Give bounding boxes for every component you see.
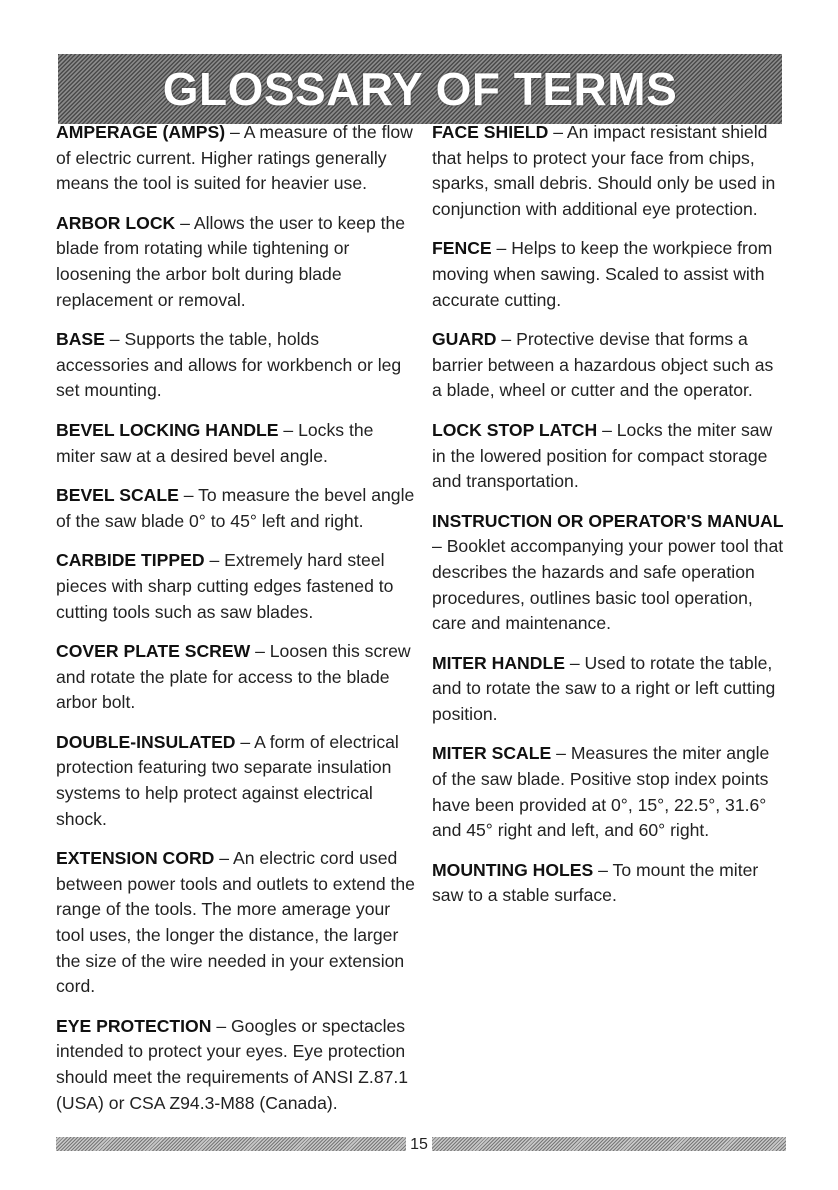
- glossary-definition: Locks the miter saw in the lowered position for compact storage and transportation.: [432, 419, 773, 492]
- glossary-term: EXTENSION CORD: [56, 848, 215, 869]
- glossary-definition: A form of electrical protection featuring two separate insulation systems to help protect against electrical shock.: [56, 731, 399, 829]
- glossary-entry: ARBOR LOCK – Allows the user to keep the blade from rotating while tightening or loosening the arbor bolt during blade replacement or removal.: [56, 212, 406, 310]
- page-title: GLOSSARY OF TERMS: [162, 63, 678, 115]
- page-number: 15: [410, 1136, 428, 1153]
- glossary-entry: GUARD – Protective devise that forms a barrier between a hazardous object such as a blade, wheel or cutter and the operator.: [432, 329, 774, 401]
- glossary-term: BASE: [56, 329, 105, 350]
- glossary-definition: Googles or spectacles intended to protect your eyes. Eye protection should meet the requirements of ANSI Z.87.1 (USA) or CSA Z94.3-M88 (Canada).: [56, 1015, 409, 1113]
- glossary-definition: Helps to keep the workpiece from moving when sawing. Scaled to assist with accurate cutting.: [432, 238, 773, 310]
- glossary-definition: Measures the miter angle of the saw blade. Positive stop index points have been provided at 0°, 15°, 22.5°, 31.6° and 45° right and left, and 60° right.: [432, 743, 770, 841]
- glossary-term: DOUBLE-INSULATED: [56, 731, 236, 752]
- glossary-term: AMPERAGE (AMPS): [56, 122, 226, 142]
- footer-decorative-bar-left: [56, 1137, 406, 1151]
- glossary-entry: DOUBLE-INSULATED – A form of electrical protection featuring two separate insulation systems to help protect against electrical shock.: [56, 731, 399, 829]
- glossary-definition: An impact resistant shield that helps to protect your face from chips, sparks, small debris. Should only be used in conjunction with additional eye protection.: [432, 122, 776, 219]
- glossary-entry: MOUNTING HOLES – To mount the miter saw to a stable surface.: [432, 859, 759, 906]
- glossary-term: GUARD: [432, 329, 497, 350]
- glossary-entry: LOCK STOP LATCH – Locks the miter saw in the lowered position for compact storage and transportation.: [432, 419, 773, 492]
- title-banner: [58, 54, 782, 124]
- glossary-entry: BASE – Supports the table, holds accessories and allows for workbench or leg set mounting.: [56, 329, 402, 401]
- glossary-term: CARBIDE TIPPED: [56, 550, 205, 571]
- glossary-term: MITER HANDLE: [432, 652, 565, 673]
- glossary-entry: MITER HANDLE – Used to rotate the table, and to rotate the saw to a right or left cutting position.: [432, 652, 776, 724]
- glossary-entry: AMPERAGE (AMPS) – A measure of the flow of electric current. Higher ratings generally means the tool is suited for heavier use.: [56, 122, 413, 194]
- glossary-entry: EXTENSION CORD – An electric cord used between power tools and outlets to extend the range of the tools. The more amerage your tool uses, the longer the distance, the larger the size of the wire needed in your extension cord.: [56, 848, 415, 997]
- glossary-definition: Locks the miter saw at a desired bevel angle.: [56, 419, 374, 466]
- glossary-definition: Supports the table, holds accessories and allows for workbench or leg set mounting.: [56, 329, 402, 401]
- glossary-term: BEVEL LOCKING HANDLE: [56, 419, 279, 440]
- glossary-term: COVER PLATE SCREW: [56, 641, 251, 662]
- glossary-left-column: [56, 120, 416, 1130]
- footer-decorative-bar-right: [432, 1137, 786, 1151]
- glossary-term: ARBOR LOCK: [56, 212, 176, 233]
- glossary-entry: CARBIDE TIPPED – Extremely hard steel pieces with sharp cutting edges fastened to cutting tools such as saw blades.: [56, 550, 394, 622]
- glossary-term: BEVEL SCALE: [56, 485, 179, 506]
- glossary-right-column: [432, 120, 786, 923]
- glossary-term: FACE SHIELD: [432, 122, 549, 142]
- glossary-entry: COVER PLATE SCREW – Loosen this screw and rotate the plate for access to the blade arbor bolt.: [56, 641, 411, 713]
- glossary-definition: Loosen this screw and rotate the plate for access to the blade arbor bolt.: [56, 641, 411, 713]
- glossary-term: FENCE: [432, 238, 492, 259]
- glossary-entry: EYE PROTECTION – Googles or spectacles intended to protect your eyes. Eye protection should meet the requirements of ANSI Z.87.1 (USA) or CSA Z94.3-M88 (Canada).: [56, 1015, 409, 1113]
- glossary-definition: Extremely hard steel pieces with sharp cutting edges fastened to cutting tools such as saw blades.: [56, 550, 394, 622]
- glossary-definition: Allows the user to keep the blade from rotating while tightening or loosening the arbor bolt during blade replacement or removal.: [56, 212, 406, 310]
- glossary-definition: A measure of the flow of electric current. Higher ratings generally means the tool is suited for heavier use.: [56, 122, 413, 194]
- glossary-term: LOCK STOP LATCH: [432, 419, 598, 440]
- glossary-definition: An electric cord used between power tools and outlets to extend the range of the tools. The more amerage your tool uses, the longer the distance, the larger the size of the wire needed in your extension cord.: [56, 848, 415, 997]
- glossary-definition: Protective devise that forms a barrier between a hazardous object such as a blade, wheel or cutter and the operator.: [432, 329, 774, 401]
- glossary-definition: To measure the bevel angle of the saw blade 0° to 45° left and right.: [56, 485, 415, 531]
- glossary-term: MITER SCALE: [432, 743, 552, 764]
- glossary-entry: BEVEL LOCKING HANDLE – Locks the miter saw at a desired bevel angle.: [56, 419, 374, 466]
- glossary-definition: Used to rotate the table, and to rotate the saw to a right or left cutting position.: [432, 652, 776, 724]
- glossary-term: EYE PROTECTION: [56, 1015, 212, 1036]
- glossary-entry: FENCE – Helps to keep the workpiece from moving when sawing. Scaled to assist with accurate cutting.: [432, 238, 773, 310]
- glossary-entry: FACE SHIELD – An impact resistant shield that helps to protect your face from chips, sparks, small debris. Should only be used in conjunction with additional eye protection.: [432, 122, 776, 219]
- glossary-entry: BEVEL SCALE – To measure the bevel angle of the saw blade 0° to 45° left and right.: [56, 485, 415, 531]
- glossary-definition: To mount the miter saw to a stable surface.: [432, 859, 759, 906]
- glossary-term: MOUNTING HOLES: [432, 859, 594, 880]
- glossary-entry: INSTRUCTION OR OPERATOR'S MANUAL – Booklet accompanying your power tool that describes the hazards and safe operation procedures, outlines basic tool operation, care and maintenance.: [432, 510, 784, 634]
- glossary-definition: Booklet accompanying your power tool that describes the hazards and safe operation procedures, outlines basic tool operation, care and maintenance.: [432, 536, 784, 634]
- glossary-entry: MITER SCALE – Measures the miter angle of the saw blade. Positive stop index points have been provided at 0°, 15°, 22.5°, 31.6° and 45° right and left, and 60° right.: [432, 743, 770, 841]
- glossary-term: INSTRUCTION OR OPERATOR'S MANUAL: [432, 510, 784, 531]
